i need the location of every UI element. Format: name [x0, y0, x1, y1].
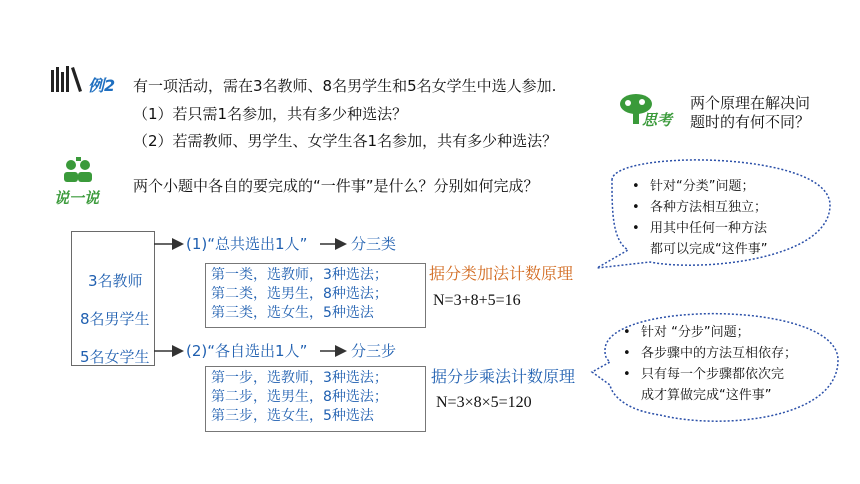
part1-label: (1)“总共选出1人”	[186, 235, 308, 253]
question-1: （1）若只需1名参加，共有多少种选法？	[133, 105, 408, 123]
pool-teachers: 3名教师	[88, 272, 143, 290]
bubble2-item-1: • 针对 “分步”问题；	[623, 325, 750, 340]
part1-formula: N=3+8+5=16	[433, 292, 521, 309]
part1-line-1: 第一类，选教师，3种选法；	[211, 267, 388, 283]
bubble2-item-3: • 只有每一个步骤都依次完	[623, 367, 785, 382]
speak-badge: 说一说	[54, 189, 100, 207]
part2-formula: N=3×8×5=120	[436, 394, 532, 411]
part2-line-2: 第二步，选男生，8种选法；	[211, 389, 388, 405]
question-2: （2）若需教师、男学生、女学生各1名参加，共有多少种选法？	[133, 132, 558, 150]
think-badge: 思考	[642, 111, 673, 129]
part1-line-3: 第三类，选女生，5种选法	[211, 305, 374, 321]
part1-principle: 据分类加法计数原理	[429, 264, 574, 283]
part2-line-3: 第三步，选女生，5种选法	[211, 408, 374, 424]
bubble1-item-3-cont: 都可以完成“这件事”	[650, 242, 768, 257]
speak-question: 两个小题中各自的要完成的“一件事”是什么？分别如何完成？	[133, 177, 539, 195]
bubble2-content	[623, 322, 797, 406]
pool-girls: 5名女学生	[80, 348, 150, 366]
bubble2-item-3-cont: 成才算做完成“这件事”	[641, 388, 772, 403]
think-line-2: 题时的有何不同？	[690, 113, 811, 131]
bubble1-item-1: • 针对“分类”问题；	[632, 179, 755, 194]
bubble2-item-2: • 各步骤中的方法互相依存；	[623, 346, 798, 361]
part1-result: 分三类	[351, 235, 397, 253]
part2-label: (2)“各自选出1人”	[186, 342, 308, 360]
bubble1-content	[632, 176, 767, 260]
think-line-1: 两个原理在解决问	[690, 94, 811, 112]
bubble1-item-2: • 各种方法相互独立；	[632, 200, 768, 215]
pool-boys: 8名男学生	[80, 310, 150, 328]
bubble1-item-3: • 用其中任何一种方法	[632, 221, 768, 236]
part2-line-1: 第一步，选教师，3种选法；	[211, 370, 388, 386]
part1-line-2: 第二类，选男生，8种选法；	[211, 286, 388, 302]
part2-principle: 据分步乘法计数原理	[431, 367, 576, 386]
part2-result: 分三步	[351, 342, 397, 360]
example-badge: 例2	[88, 76, 116, 95]
example-problem: 有一项活动，需在3名教师、8名男学生和5名女学生中选人参加.	[133, 77, 557, 95]
